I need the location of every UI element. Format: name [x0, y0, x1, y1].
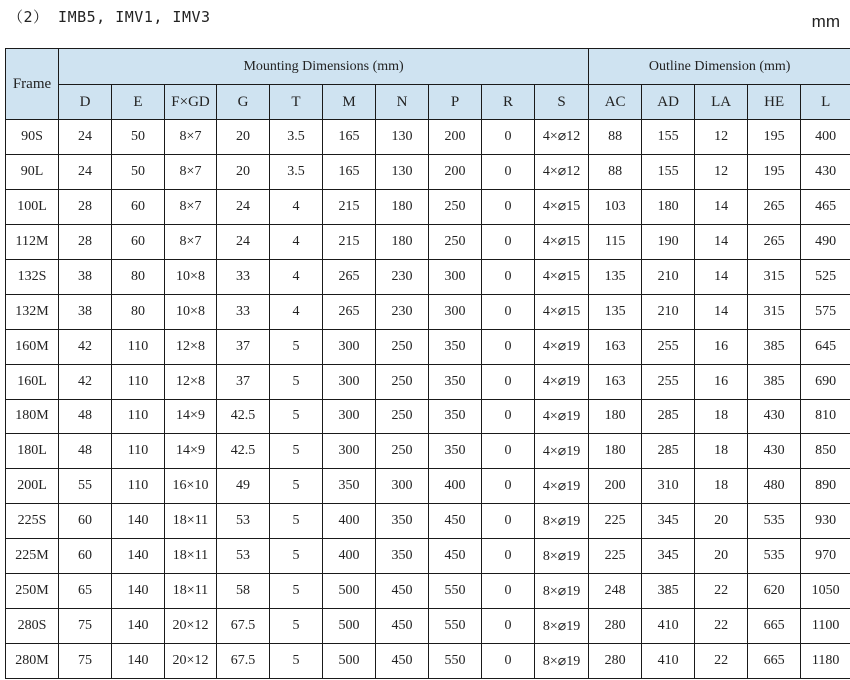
- table-cell: 5: [270, 539, 323, 574]
- table-cell: 20: [217, 154, 270, 189]
- table-cell: 180: [589, 434, 642, 469]
- table-cell: 88: [589, 120, 642, 155]
- table-cell: 4×⌀15: [535, 294, 589, 329]
- table-cell: 5: [270, 644, 323, 679]
- table-cell: 140: [112, 539, 165, 574]
- table-cell: 20×12: [165, 644, 217, 679]
- table-cell: 53: [217, 539, 270, 574]
- table-cell: 400: [323, 504, 376, 539]
- table-cell: 8×7: [165, 224, 217, 259]
- table-cell: 20×12: [165, 609, 217, 644]
- table-cell: 300: [323, 329, 376, 364]
- table-cell: 60: [59, 504, 112, 539]
- table-cell: 67.5: [217, 644, 270, 679]
- table-cell: 24: [59, 154, 112, 189]
- column-header: P: [429, 85, 482, 120]
- table-cell: 180: [642, 189, 695, 224]
- table-cell: 225: [589, 504, 642, 539]
- table-cell: 38: [59, 294, 112, 329]
- frame-cell: 112M: [6, 224, 59, 259]
- table-cell: 620: [748, 574, 801, 609]
- table-cell: 248: [589, 574, 642, 609]
- table-cell: 0: [482, 434, 535, 469]
- table-cell: 140: [112, 609, 165, 644]
- table-cell: 16: [695, 364, 748, 399]
- table-cell: 255: [642, 329, 695, 364]
- table-cell: 18: [695, 434, 748, 469]
- table-cell: 0: [482, 154, 535, 189]
- table-body: [6, 120, 850, 679]
- table-cell: 310: [642, 469, 695, 504]
- table-cell: 450: [429, 539, 482, 574]
- table-cell: 10×8: [165, 294, 217, 329]
- table-cell: 345: [642, 504, 695, 539]
- table-cell: 5: [270, 609, 323, 644]
- table-cell: 265: [323, 294, 376, 329]
- table-cell: 8×7: [165, 154, 217, 189]
- table-cell: 8×⌀19: [535, 644, 589, 679]
- table-cell: 14: [695, 294, 748, 329]
- table-cell: 0: [482, 644, 535, 679]
- table-cell: 0: [482, 189, 535, 224]
- table-cell: 165: [323, 154, 376, 189]
- table-cell: 690: [801, 364, 850, 399]
- frame-cell: 90S: [6, 120, 59, 155]
- table-cell: 18×11: [165, 504, 217, 539]
- table-cell: 410: [642, 609, 695, 644]
- table-header: [6, 49, 850, 120]
- frame-cell: 90L: [6, 154, 59, 189]
- table-cell: 230: [376, 259, 429, 294]
- header-mounting-dimensions: Mounting Dimensions (mm): [59, 49, 589, 85]
- table-cell: 215: [323, 224, 376, 259]
- table-cell: 12: [695, 154, 748, 189]
- table-cell: 0: [482, 329, 535, 364]
- column-header: N: [376, 85, 429, 120]
- table-cell: 930: [801, 504, 850, 539]
- table-cell: 4×⌀12: [535, 154, 589, 189]
- table-cell: 14×9: [165, 434, 217, 469]
- column-header: L: [801, 85, 850, 120]
- table-cell: 970: [801, 539, 850, 574]
- table-cell: 0: [482, 574, 535, 609]
- table-cell: 180: [376, 224, 429, 259]
- table-cell: 575: [801, 294, 850, 329]
- column-header: G: [217, 85, 270, 120]
- table-cell: 14: [695, 189, 748, 224]
- table-cell: 16: [695, 329, 748, 364]
- table-cell: 4×⌀19: [535, 434, 589, 469]
- table-cell: 75: [59, 609, 112, 644]
- table-cell: 16×10: [165, 469, 217, 504]
- table-cell: 4×⌀15: [535, 224, 589, 259]
- table-cell: 315: [748, 294, 801, 329]
- header-column-row: [6, 85, 850, 120]
- table-cell: 490: [801, 224, 850, 259]
- table-cell: 8×⌀19: [535, 574, 589, 609]
- table-cell: 60: [112, 224, 165, 259]
- unit-label: mm: [811, 12, 840, 31]
- table-cell: 180: [376, 189, 429, 224]
- table-cell: 450: [376, 574, 429, 609]
- table-cell: 450: [429, 504, 482, 539]
- table-cell: 8×⌀19: [535, 504, 589, 539]
- table-cell: 180: [589, 399, 642, 434]
- table-row: [6, 644, 850, 679]
- table-cell: 80: [112, 259, 165, 294]
- table-cell: 0: [482, 469, 535, 504]
- table-cell: 28: [59, 189, 112, 224]
- table-cell: 350: [323, 469, 376, 504]
- table-row: [6, 224, 850, 259]
- frame-cell: 280S: [6, 609, 59, 644]
- table-cell: 250: [429, 189, 482, 224]
- table-cell: 22: [695, 574, 748, 609]
- table-cell: 8×7: [165, 189, 217, 224]
- table-cell: 42: [59, 364, 112, 399]
- table-cell: 550: [429, 574, 482, 609]
- table-cell: 535: [748, 539, 801, 574]
- table-cell: 37: [217, 364, 270, 399]
- table-cell: 285: [642, 434, 695, 469]
- table-cell: 155: [642, 154, 695, 189]
- table-cell: 385: [642, 574, 695, 609]
- frame-cell: 180M: [6, 399, 59, 434]
- table-cell: 28: [59, 224, 112, 259]
- table-row: [6, 504, 850, 539]
- table-cell: 24: [217, 224, 270, 259]
- table-cell: 430: [801, 154, 850, 189]
- table-cell: 0: [482, 364, 535, 399]
- table-cell: 500: [323, 644, 376, 679]
- frame-cell: 132S: [6, 259, 59, 294]
- table-cell: 200: [429, 120, 482, 155]
- table-cell: 480: [748, 469, 801, 504]
- table-cell: 80: [112, 294, 165, 329]
- table-cell: 0: [482, 539, 535, 574]
- table-cell: 33: [217, 294, 270, 329]
- dimensions-table: [5, 48, 850, 679]
- table-cell: 18×11: [165, 539, 217, 574]
- table-row: [6, 469, 850, 504]
- table-cell: 250: [376, 364, 429, 399]
- table-cell: 430: [748, 399, 801, 434]
- table-cell: 300: [323, 399, 376, 434]
- table-row: [6, 259, 850, 294]
- table-cell: 250: [376, 399, 429, 434]
- table-cell: 14: [695, 224, 748, 259]
- table-cell: 8×⌀19: [535, 539, 589, 574]
- table-cell: 195: [748, 154, 801, 189]
- table-cell: 24: [59, 120, 112, 155]
- table-row: [6, 120, 850, 155]
- frame-cell: 225M: [6, 539, 59, 574]
- table-cell: 350: [429, 434, 482, 469]
- table-cell: 300: [429, 294, 482, 329]
- table-cell: 225: [589, 539, 642, 574]
- table-cell: 0: [482, 224, 535, 259]
- table-cell: 450: [376, 644, 429, 679]
- table-cell: 300: [323, 364, 376, 399]
- table-cell: 255: [642, 364, 695, 399]
- table-row: [6, 574, 850, 609]
- table-cell: 350: [429, 329, 482, 364]
- table-cell: 155: [642, 120, 695, 155]
- table-cell: 200: [589, 469, 642, 504]
- table-cell: 280: [589, 644, 642, 679]
- column-header: AC: [589, 85, 642, 120]
- table-cell: 4: [270, 294, 323, 329]
- table-cell: 12: [695, 120, 748, 155]
- table-cell: 18: [695, 399, 748, 434]
- table-cell: 135: [589, 259, 642, 294]
- table-cell: 140: [112, 504, 165, 539]
- table-cell: 42.5: [217, 399, 270, 434]
- table-cell: 42: [59, 329, 112, 364]
- table-cell: 50: [112, 120, 165, 155]
- table-cell: 4: [270, 189, 323, 224]
- table-row: [6, 189, 850, 224]
- table-cell: 230: [376, 294, 429, 329]
- table-row: [6, 364, 850, 399]
- table-cell: 4×⌀15: [535, 189, 589, 224]
- frame-cell: 160M: [6, 329, 59, 364]
- table-cell: 67.5: [217, 609, 270, 644]
- table-cell: 38: [59, 259, 112, 294]
- table-row: [6, 329, 850, 364]
- table-cell: 665: [748, 609, 801, 644]
- table-cell: 14: [695, 259, 748, 294]
- table-cell: 165: [323, 120, 376, 155]
- table-cell: 8×⌀19: [535, 609, 589, 644]
- table-cell: 49: [217, 469, 270, 504]
- table-cell: 535: [748, 504, 801, 539]
- table-cell: 345: [642, 539, 695, 574]
- table-cell: 645: [801, 329, 850, 364]
- table-cell: 5: [270, 469, 323, 504]
- table-cell: 75: [59, 644, 112, 679]
- column-header: AD: [642, 85, 695, 120]
- column-header: D: [59, 85, 112, 120]
- table-cell: 5: [270, 399, 323, 434]
- table-cell: 200: [429, 154, 482, 189]
- column-header: T: [270, 85, 323, 120]
- table-cell: 18×11: [165, 574, 217, 609]
- header-group-row: [6, 49, 850, 85]
- table-cell: 810: [801, 399, 850, 434]
- table-cell: 265: [748, 189, 801, 224]
- table-cell: 14×9: [165, 399, 217, 434]
- table-cell: 163: [589, 364, 642, 399]
- table-cell: 5: [270, 364, 323, 399]
- table-cell: 5: [270, 329, 323, 364]
- table-cell: 5: [270, 434, 323, 469]
- table-cell: 4×⌀19: [535, 469, 589, 504]
- table-cell: 350: [376, 504, 429, 539]
- table-cell: 65: [59, 574, 112, 609]
- table-cell: 300: [323, 434, 376, 469]
- table-cell: 20: [695, 504, 748, 539]
- column-header: R: [482, 85, 535, 120]
- table-cell: 0: [482, 399, 535, 434]
- table-cell: 550: [429, 609, 482, 644]
- table-cell: 110: [112, 469, 165, 504]
- table-cell: 20: [695, 539, 748, 574]
- column-header: LA: [695, 85, 748, 120]
- table-cell: 195: [748, 120, 801, 155]
- table-cell: 250: [429, 224, 482, 259]
- table-cell: 50: [112, 154, 165, 189]
- table-cell: 110: [112, 364, 165, 399]
- table-cell: 210: [642, 294, 695, 329]
- table-cell: 135: [589, 294, 642, 329]
- frame-cell: 160L: [6, 364, 59, 399]
- table-row: [6, 294, 850, 329]
- table-cell: 110: [112, 399, 165, 434]
- table-cell: 350: [376, 539, 429, 574]
- table-cell: 130: [376, 120, 429, 155]
- table-cell: 103: [589, 189, 642, 224]
- table-cell: 400: [323, 539, 376, 574]
- table-cell: 1180: [801, 644, 850, 679]
- table-row: [6, 609, 850, 644]
- table-cell: 33: [217, 259, 270, 294]
- table-cell: 890: [801, 469, 850, 504]
- table-caption: （2） IMB5, IMV1, IMV3: [8, 8, 211, 26]
- table-row: [6, 399, 850, 434]
- header-outline-dimension: Outline Dimension (mm): [589, 49, 850, 85]
- table-cell: 280: [589, 609, 642, 644]
- table-cell: 3.5: [270, 120, 323, 155]
- table-cell: 0: [482, 609, 535, 644]
- table-cell: 60: [59, 539, 112, 574]
- table-cell: 525: [801, 259, 850, 294]
- table-cell: 110: [112, 434, 165, 469]
- table-cell: 0: [482, 504, 535, 539]
- table-cell: 385: [748, 364, 801, 399]
- table-cell: 0: [482, 120, 535, 155]
- table-cell: 8×7: [165, 120, 217, 155]
- table-cell: 48: [59, 434, 112, 469]
- table-cell: 22: [695, 609, 748, 644]
- table-cell: 210: [642, 259, 695, 294]
- column-header: S: [535, 85, 589, 120]
- table-cell: 500: [323, 609, 376, 644]
- table-cell: 88: [589, 154, 642, 189]
- table-cell: 53: [217, 504, 270, 539]
- table-cell: 350: [429, 399, 482, 434]
- table-cell: 20: [217, 120, 270, 155]
- table-cell: 400: [801, 120, 850, 155]
- table-cell: 140: [112, 644, 165, 679]
- table-cell: 4×⌀19: [535, 399, 589, 434]
- table-row: [6, 154, 850, 189]
- table-cell: 4×⌀19: [535, 329, 589, 364]
- table-cell: 163: [589, 329, 642, 364]
- table-cell: 190: [642, 224, 695, 259]
- table-cell: 24: [217, 189, 270, 224]
- table-cell: 60: [112, 189, 165, 224]
- table-cell: 12×8: [165, 329, 217, 364]
- table-cell: 55: [59, 469, 112, 504]
- table-cell: 0: [482, 294, 535, 329]
- table-cell: 250: [376, 329, 429, 364]
- table-cell: 500: [323, 574, 376, 609]
- table-cell: 430: [748, 434, 801, 469]
- table-cell: 0: [482, 259, 535, 294]
- table-cell: 665: [748, 644, 801, 679]
- frame-cell: 200L: [6, 469, 59, 504]
- table-cell: 3.5: [270, 154, 323, 189]
- header-frame: Frame: [6, 49, 59, 120]
- table-cell: 18: [695, 469, 748, 504]
- table-cell: 12×8: [165, 364, 217, 399]
- table-cell: 42.5: [217, 434, 270, 469]
- table-cell: 140: [112, 574, 165, 609]
- table-cell: 350: [429, 364, 482, 399]
- table-cell: 250: [376, 434, 429, 469]
- column-header: F×GD: [165, 85, 217, 120]
- frame-cell: 100L: [6, 189, 59, 224]
- table-cell: 450: [376, 609, 429, 644]
- table-cell: 110: [112, 329, 165, 364]
- column-header: E: [112, 85, 165, 120]
- table-cell: 1100: [801, 609, 850, 644]
- table-cell: 1050: [801, 574, 850, 609]
- table-cell: 4: [270, 259, 323, 294]
- table-cell: 5: [270, 574, 323, 609]
- frame-cell: 132M: [6, 294, 59, 329]
- table-cell: 265: [748, 224, 801, 259]
- table-cell: 465: [801, 189, 850, 224]
- table-cell: 850: [801, 434, 850, 469]
- table-cell: 400: [429, 469, 482, 504]
- table-cell: 285: [642, 399, 695, 434]
- table-cell: 22: [695, 644, 748, 679]
- table-cell: 550: [429, 644, 482, 679]
- frame-cell: 280M: [6, 644, 59, 679]
- table-cell: 130: [376, 154, 429, 189]
- table-cell: 58: [217, 574, 270, 609]
- table-cell: 5: [270, 504, 323, 539]
- table-cell: 300: [376, 469, 429, 504]
- table-cell: 4: [270, 224, 323, 259]
- table-cell: 215: [323, 189, 376, 224]
- table-cell: 10×8: [165, 259, 217, 294]
- table-cell: 265: [323, 259, 376, 294]
- table-cell: 48: [59, 399, 112, 434]
- table-cell: 385: [748, 329, 801, 364]
- frame-cell: 250M: [6, 574, 59, 609]
- table-cell: 115: [589, 224, 642, 259]
- table-row: [6, 434, 850, 469]
- column-header: M: [323, 85, 376, 120]
- table-cell: 4×⌀12: [535, 120, 589, 155]
- table-cell: 300: [429, 259, 482, 294]
- column-header: HE: [748, 85, 801, 120]
- frame-cell: 225S: [6, 504, 59, 539]
- table-cell: 4×⌀15: [535, 259, 589, 294]
- table-row: [6, 539, 850, 574]
- table-cell: 37: [217, 329, 270, 364]
- frame-cell: 180L: [6, 434, 59, 469]
- table-cell: 4×⌀19: [535, 364, 589, 399]
- table-cell: 315: [748, 259, 801, 294]
- table-cell: 410: [642, 644, 695, 679]
